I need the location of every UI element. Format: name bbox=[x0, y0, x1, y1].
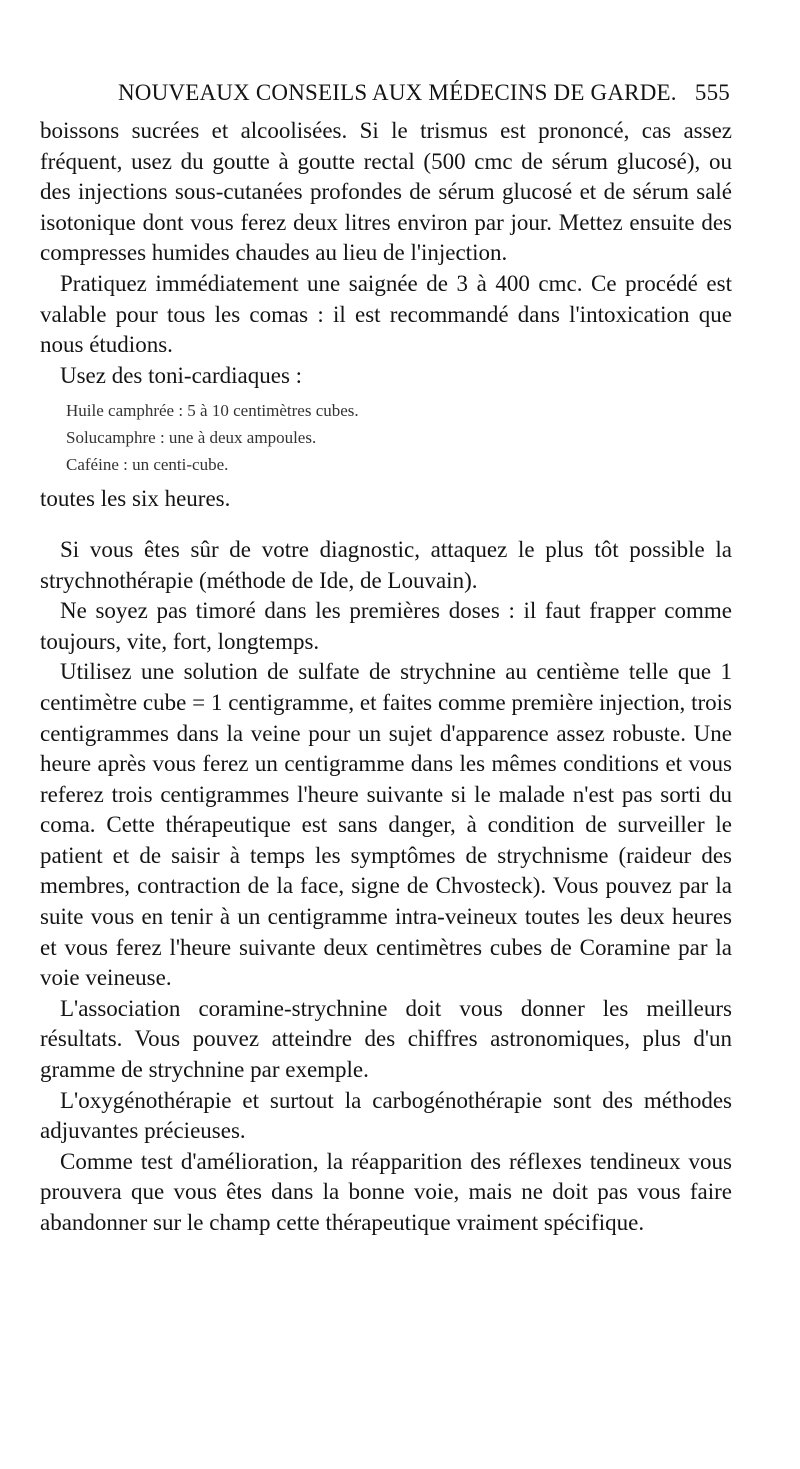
page-number: 555 bbox=[694, 80, 730, 105]
prescription-item: Caféine : un centi-cube. bbox=[66, 455, 229, 475]
running-header bbox=[118, 80, 730, 106]
paragraph-strychnotherapie: Si vous êtes sûr de votre diagnostic, attaquez le plus tôt possible la strychnothérapie (méthode de Ide, de Louvain). bbox=[40, 536, 732, 593]
paragraph-toni-cardiaques: Usez des toni-cardiaques : bbox=[60, 362, 303, 388]
paragraph-continuation: boissons sucrées et alcoolisées. Si le trismus est prononcé, cas assez fréquent, usez du goutte à goutte rectal (500 cmc de sérum glucosé), ou des injections sous-cutanées profondes de sérum glucosé et de sérum salé isotonique dont vous ferez deux litres environ par jour. Mettez ensuite des compresses humides chaudes au lieu de l'injection. bbox=[40, 118, 732, 266]
prescription-item: Huile camphrée : 5 à 10 centimètres cubes. bbox=[66, 401, 359, 421]
paragraph-premieres-doses: Ne soyez pas timoré dans les premières doses : il faut frapper comme toujours, vite, fort, longtemps. bbox=[40, 598, 732, 654]
paragraph-saignee: Pratiquez immédiatement une saignée de 3 à 400 cmc. Ce procédé est valable pour tous les comas : il est recommandé dans l'intoxication que nous étudions. bbox=[40, 270, 732, 358]
paragraph-solution-sulfate: Utilisez une solution de sulfate de strychnine au centième telle que 1 centimètre cube = 1 centigramme, et faites comme première injection, trois centigrammes dans la veine pour un sujet d'apparence assez robuste. Une heure après vous ferez un centigramme dans les mêmes conditions et vous referez trois centigrammes l'heure suivante si le malade n'est pas sorti du coma. Cette thérapeutique est sans danger, à condition de surveiller le patient et de saisir à temps les symptômes de strychnisme (raideur des membres, contraction de la face, signe de Chvosteck). Vous pouvez par la suite vous en tenir à un centigramme intra-veineux toutes les deux heures et vous ferez l'heure suivante deux centimètres cubes de Coramine par la voie veineuse. bbox=[40, 659, 732, 991]
paragraph-dosage-interval: toutes les six heures. bbox=[40, 486, 231, 512]
running-title: NOUVEAUX CONSEILS AUX MÉDECINS DE GARDE. bbox=[118, 80, 677, 105]
paragraph-oxygenotherapie: L'oxygénothérapie et surtout la carbogénothérapie sont des méthodes adjuvantes précieuses. bbox=[40, 1087, 732, 1144]
prescription-list bbox=[66, 397, 732, 478]
page-body bbox=[40, 116, 732, 1239]
prescription-item: Solucamphre : une à deux ampoules. bbox=[66, 428, 317, 448]
paragraph-association: L'association coramine-strychnine doit vous donner les meilleurs résultats. Vous pouvez atteindre des chiffres astronomiques, plus d'un gramme de strychnine par exemple. bbox=[40, 995, 732, 1083]
paragraph-test-amelioration: Comme test d'amélioration, la réapparition des réflexes tendineux vous prouvera que vous êtes dans la bonne voie, mais ne doit pas vous faire abandonner sur le champ cette thérapeutique vraiment spécifique. bbox=[40, 1148, 732, 1235]
